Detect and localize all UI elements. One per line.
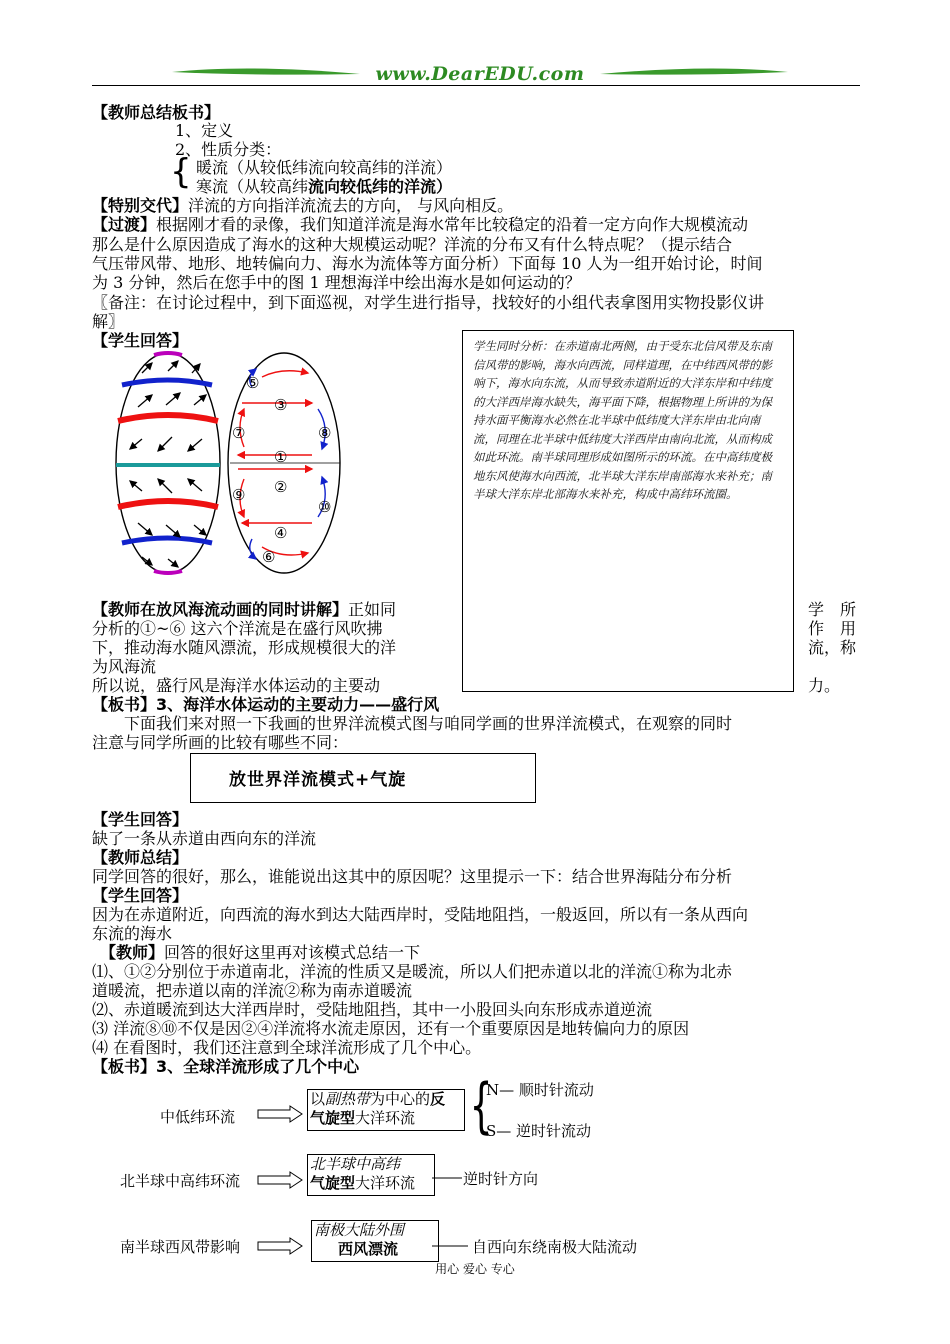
remark-l1: 〖备注：在讨论过程中，到下面巡视，对学生进行指导，找较好的小组代表拿图用实物投影仪讲 <box>92 293 765 312</box>
flow-row3-box-b: 西风漂流 <box>338 1240 399 1258</box>
explain-r3: 流，称 <box>808 638 857 657</box>
compare-l2: 注意与同学所画的比较有哪些不同： <box>92 733 349 752</box>
student-analysis-text: 学生同时分析：在赤道南北两侧，由于受东北信风带及东南信风带的影响，海水向西流，同样道理，在中纬西风带的影响下，海水向东流，从而导致赤道附近的大洋东岸和中纬度的大洋西岸海水缺失，海平面下降，根据物理上所讲的为保持水面平衡海水必然在北半球中低纬度大洋东岸由北向南流，同理在北半球中低纬度大洋西岸由南向北流，从而构成如此环流。南半球同理形成如图所示的环流。在中高纬度极地东风使海水向西流，北半球大洋东岸南部海水来补充；南半球大洋东岸北部海水来补充，构成中高纬环流圈。 <box>473 339 772 501</box>
board-3b <box>92 1057 359 1076</box>
point-2: ⑵、赤道暖流到达大洋西岸时，受陆地阻挡，其中一小股回头向东形成赤道逆流 <box>92 1000 653 1019</box>
play-animation-box <box>190 753 536 803</box>
warm-current-def: 暖流（从较低纬流向较高纬的洋流） <box>196 158 453 177</box>
flow-row1-box-d: 反 <box>430 1090 446 1108</box>
flow-row3-box <box>311 1220 439 1262</box>
special-note <box>92 196 513 215</box>
label-10: ⑩ <box>318 498 332 516</box>
explain-r1: 学 所 <box>808 600 857 619</box>
ocean-current-diagram <box>112 347 352 577</box>
special-text: 洋流的方向指洋流流去的方向， 与风向相反。 <box>188 196 514 215</box>
flow-row3-left: 南半球西风带影响 <box>120 1238 241 1256</box>
explain-l5: 所以说，盛行风是海洋水体运动的主要动 <box>92 676 381 695</box>
transition-l1 <box>92 215 748 234</box>
footer: 用心 爱心 专心 <box>435 1262 515 1276</box>
point-1b: 道暖流，把赤道以南的洋流②称为南赤道暖流 <box>92 981 413 1000</box>
student-analysis-box <box>462 330 794 692</box>
teacher-line <box>100 943 420 962</box>
board-3b-text: 3、全球洋流形成了几个中心 <box>156 1057 360 1076</box>
flow-row2-box-a: 北半球中高纬 <box>310 1155 401 1173</box>
transition-text-1: 根据刚才看的录像，我们知道洋流是海水常年比较稳定的沿着一定方向作大规模流动 <box>156 215 749 234</box>
cold-current-def-a: 寒流（从较高纬 <box>196 177 309 196</box>
student-answer-3-l1: 因为在赤道附近，向西流的海水到达大陆西岸时，受陆地阻挡，一般返回，所以有一条从西向 <box>92 905 749 924</box>
label-9: ⑨ <box>232 486 246 504</box>
transition-l3: 气压带风带、地形、地转偏向力、海水为流体等方面分析）下面每 10 人为一组开始讨论，时间 <box>92 254 763 273</box>
explain-text-1: 正如同 <box>348 600 397 619</box>
point-1a: ⑴、①②分别位于赤道南北，洋流的性质又是暖流，所以人们把赤道以北的洋流①称为北赤 <box>92 962 733 981</box>
explain-l4: 为风海流 <box>92 657 157 676</box>
summary-title: 【教师总结板书】 <box>92 103 221 122</box>
teacher-label: 【教师】 <box>100 943 165 962</box>
label-2: ② <box>274 478 288 496</box>
flow-row1-brace-icon: { <box>469 1071 493 1141</box>
flow-row1-box-f: 大洋环流 <box>355 1109 416 1127</box>
cold-current-def <box>196 177 452 196</box>
header-rule <box>92 85 860 86</box>
label-6: ⑥ <box>262 548 276 566</box>
explain-l3: 下，推动海水随风漂流，形成规模很大的洋 <box>92 638 397 657</box>
point-4: ⑷ 在看图时，我们还注意到全球洋流形成了几个中心。 <box>92 1038 482 1057</box>
flow-row1-box <box>307 1089 465 1131</box>
board-3-label: 【板书】 <box>92 695 157 714</box>
special-label: 【特别交代】 <box>92 196 189 215</box>
label-8: ⑧ <box>318 424 332 442</box>
flow-row1-box-b: 副热带 <box>325 1090 371 1108</box>
student-answer-3-l2: 东流的海水 <box>92 924 173 943</box>
transition-label: 【过渡】 <box>92 215 157 234</box>
flow-row2-left: 北半球中高纬环流 <box>120 1172 241 1190</box>
play-animation-text: 放世界洋流模式+气旋 <box>229 770 407 790</box>
board-3b-label: 【板书】 <box>92 1057 157 1076</box>
flow-row2-box <box>307 1154 435 1196</box>
teacher-summary-label: 【教师总结】 <box>92 848 189 867</box>
remark-l2: 解〗 <box>92 312 125 331</box>
explain-label: 【教师在放风海流动画的同时讲解】 <box>92 600 349 619</box>
compare-l1: 下面我们来对照一下我画的世界洋流模式图与咱同学画的世界洋流模式，在观察的同时 <box>124 714 733 733</box>
summary-item-1: 1、定义 <box>175 121 234 140</box>
explain-r5: 力。 <box>808 676 841 695</box>
flow-row1-left: 中低纬环流 <box>160 1108 236 1126</box>
student-answer-2-label: 【学生回答】 <box>92 810 189 829</box>
label-1: ① <box>274 448 288 466</box>
flow-row2-right: 逆时针方向 <box>463 1170 539 1188</box>
explain-l1 <box>92 600 396 619</box>
teacher-summary-text: 同学回答的很好，那么，谁能说出这其中的原因呢？这里提示一下：结合世界海陆分布分析 <box>92 867 733 886</box>
header-logo <box>160 62 800 86</box>
point-3: ⑶ 洋流⑧⑩不仅是因②④洋流将水流走原因，还有一个重要原因是地转偏向力的原因 <box>92 1019 690 1038</box>
flow-row1-box-a: 以 <box>310 1090 326 1108</box>
explain-l2: 分析的①~⑥ 这六个洋流是在盛行风吹拂 <box>92 619 383 638</box>
label-7: ⑦ <box>232 424 246 442</box>
flow-row2-box-b: 气旋型 <box>310 1174 356 1192</box>
board-3 <box>92 695 439 714</box>
label-5: ⑤ <box>246 374 260 392</box>
flow-row1-box-e: 气旋型 <box>310 1109 356 1127</box>
transition-l2: 那么是什么原因造成了海水的这种大规模运动呢？洋流的分布又有什么特点呢？（提示结合 <box>92 235 733 254</box>
student-answer-2-text: 缺了一条从赤道由西向东的洋流 <box>92 829 317 848</box>
flow-row1-n: N— 顺时针流动 <box>486 1081 594 1099</box>
summary-item-2: 2、性质分类： <box>175 140 282 159</box>
flow-row1-box-c: 为中心的 <box>370 1090 431 1108</box>
student-answer-3-label: 【学生回答】 <box>92 886 189 905</box>
flow-row3-box-a: 南极大陆外围 <box>314 1221 405 1239</box>
board-3-text: 3、海洋水体运动的主要动力——盛行风 <box>156 695 440 714</box>
label-4: ④ <box>274 524 288 542</box>
logo-text: www.DearEDU.com <box>375 63 585 85</box>
teacher-text: 回答的很好这里再对该模式总结一下 <box>164 943 421 962</box>
cold-current-def-b: 流向较低纬的洋流） <box>308 177 453 196</box>
explain-r2: 作 用 <box>808 619 857 638</box>
brace-icon: { <box>170 152 192 192</box>
student-answer-label-1: 【学生回答】 <box>92 331 189 350</box>
flow-row2-box-c: 大洋环流 <box>355 1174 416 1192</box>
flow-row1-s: S— 逆时针流动 <box>486 1122 592 1140</box>
label-3: ③ <box>274 396 288 414</box>
flow-row3-right: 自西向东绕南极大陆流动 <box>472 1238 638 1256</box>
transition-l4: 为 3 分钟，然后在您手中的图 1 理想海洋中绘出海水是如何运动的？ <box>92 273 581 292</box>
